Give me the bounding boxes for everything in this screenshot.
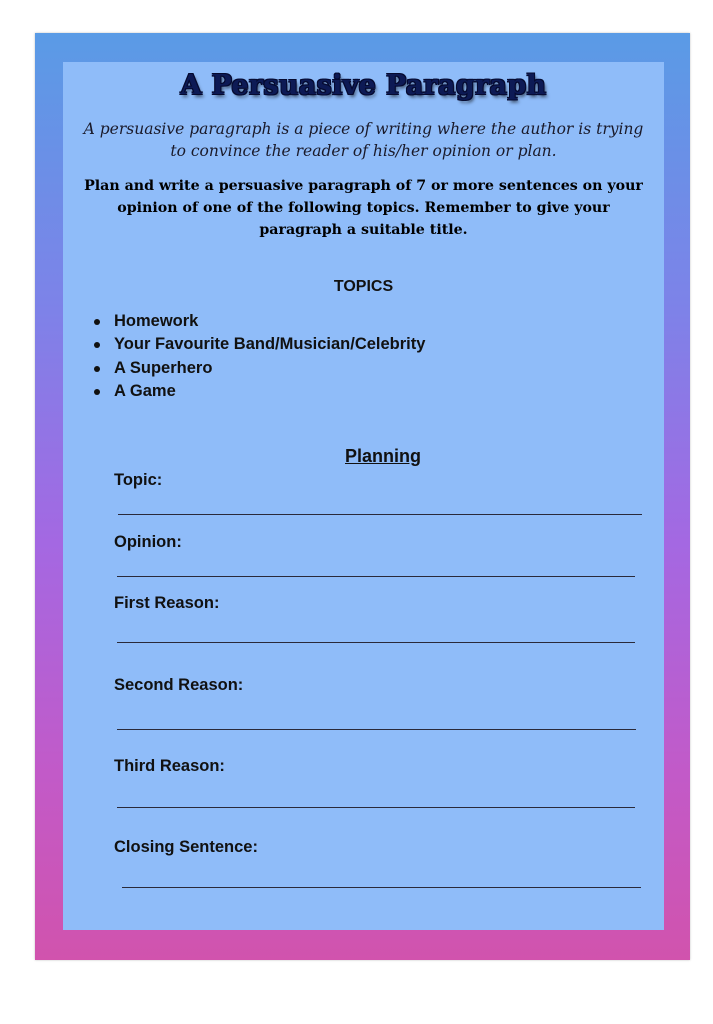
answer-line-closing-sentence[interactable] xyxy=(122,887,641,888)
topic-label: A Superhero xyxy=(114,358,213,377)
topic-label: Homework xyxy=(114,312,199,330)
list-item xyxy=(92,380,425,403)
field-label-second-reason: Second Reason: xyxy=(114,676,244,694)
page-title: A Persuasive Paragraph xyxy=(180,70,547,101)
answer-line-topic[interactable] xyxy=(118,514,642,515)
list-item xyxy=(92,357,425,380)
field-label-topic: Topic: xyxy=(114,471,163,489)
field-label-third-reason: Third Reason: xyxy=(114,757,225,775)
field-label-first-reason: First Reason: xyxy=(114,594,220,612)
bullet-icon xyxy=(94,366,100,372)
topics-list xyxy=(92,310,425,403)
instructions-text: Plan and write a persuasive paragraph of 7 or more sentences on your opinion of one of the following topics. Remember to give your paragraph a suitable title. xyxy=(84,178,643,238)
topic-label: A Game xyxy=(114,381,176,400)
topic-label: Your Favourite Band/Musician/Celebrity xyxy=(114,335,426,354)
bullet-icon xyxy=(94,342,100,348)
answer-line-opinion[interactable] xyxy=(117,576,635,577)
field-label-closing-sentence: Closing Sentence: xyxy=(114,838,258,856)
bullet-icon xyxy=(94,389,100,395)
list-item xyxy=(92,310,425,333)
answer-line-second-reason[interactable] xyxy=(117,729,636,730)
list-item xyxy=(92,333,425,356)
topics-heading: TOPICS xyxy=(333,278,394,295)
bullet-icon xyxy=(94,319,100,325)
answer-line-first-reason[interactable] xyxy=(117,642,635,643)
intro-text: A persuasive paragraph is a piece of writing where the author is trying to convince the reader of his/her opinion or plan. xyxy=(83,120,644,160)
answer-line-third-reason[interactable] xyxy=(117,807,635,808)
planning-heading: Planning xyxy=(345,446,421,466)
field-label-opinion: Opinion: xyxy=(114,533,182,551)
